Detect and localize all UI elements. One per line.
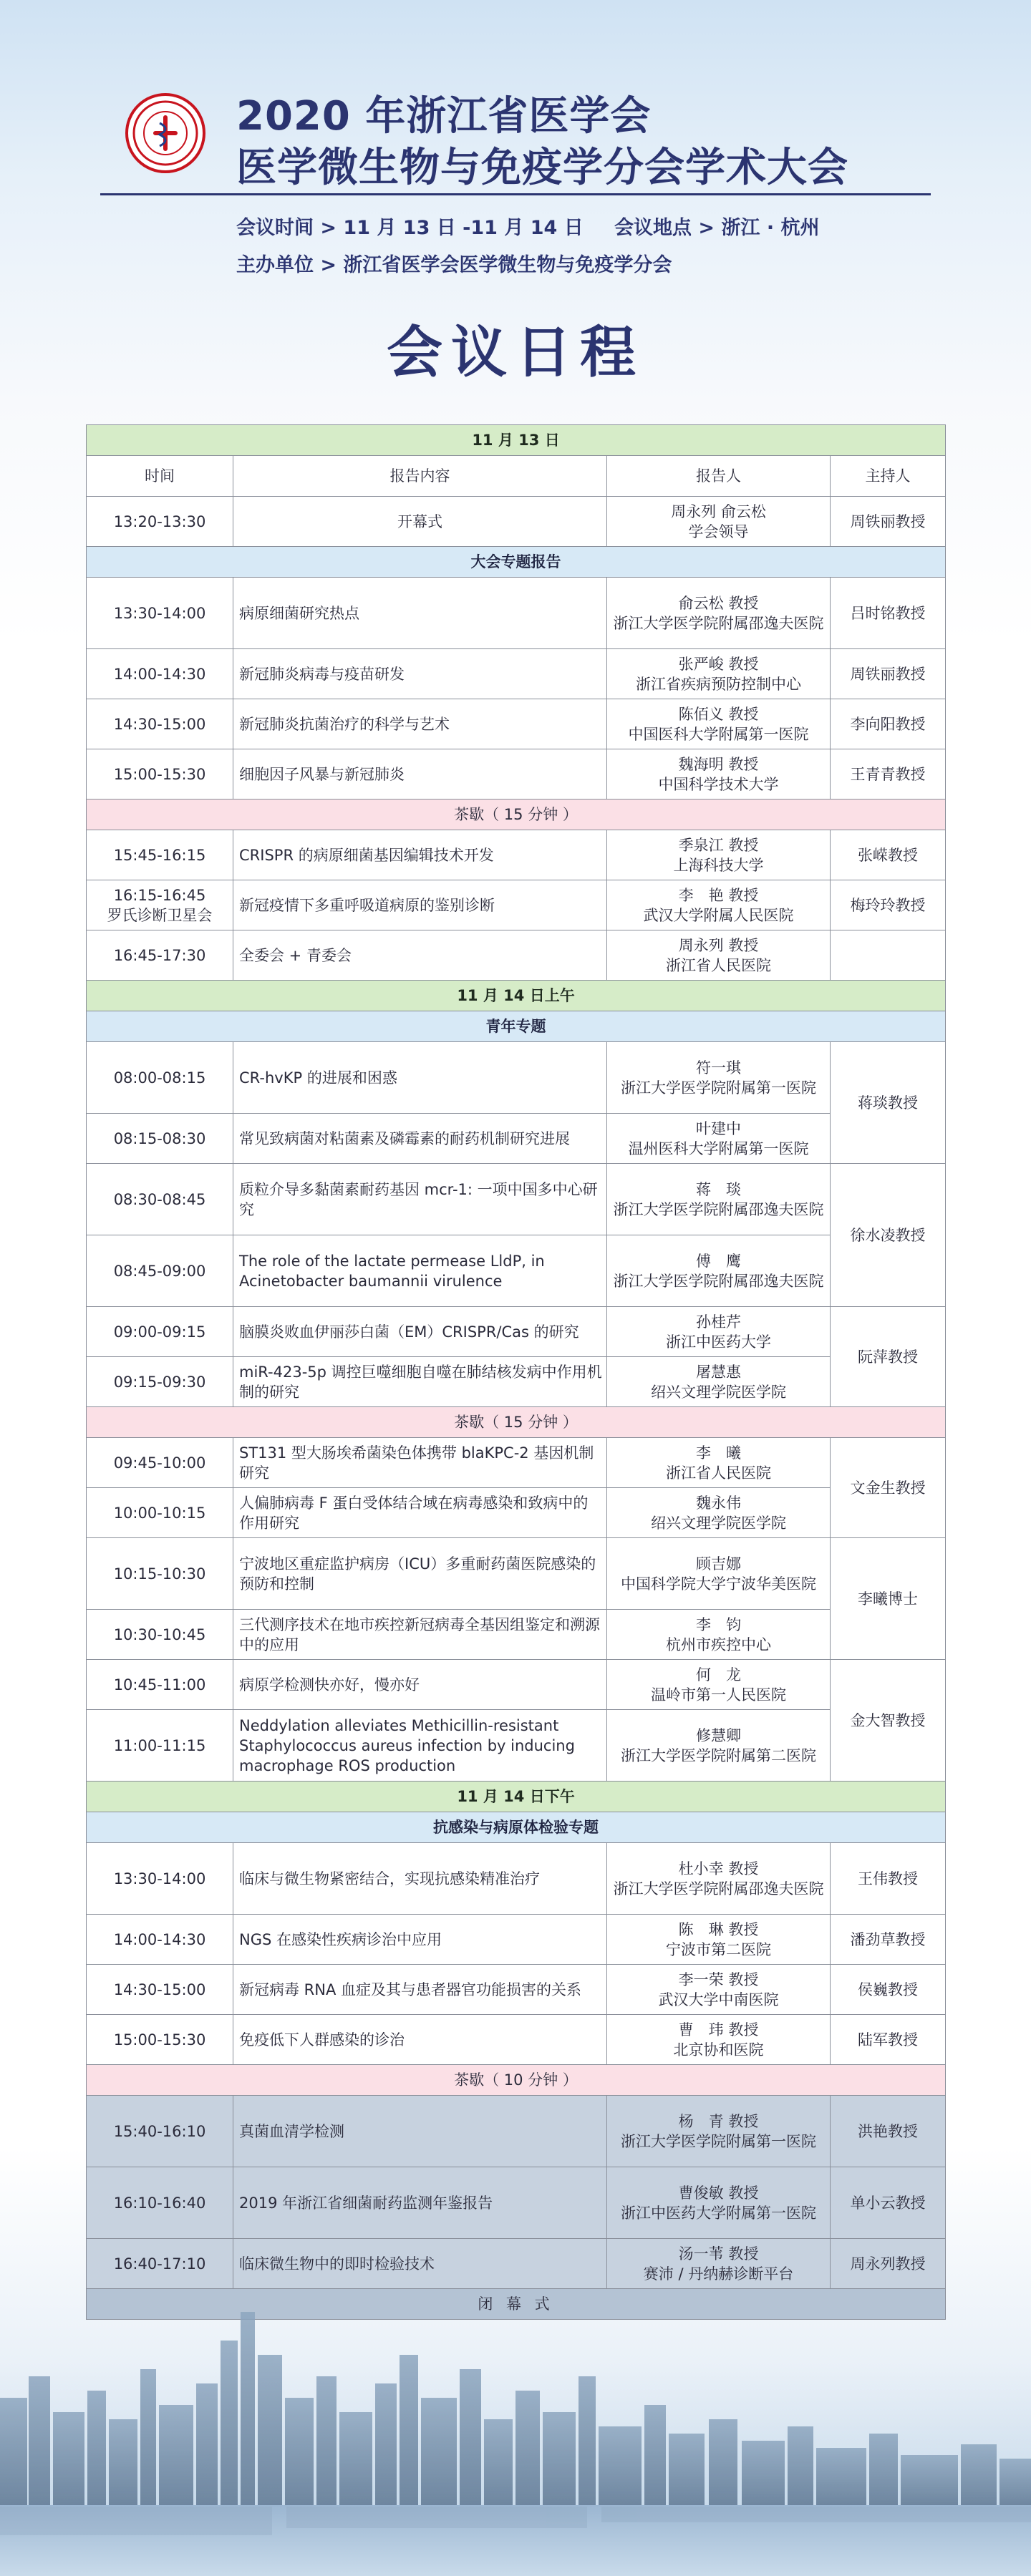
- break-row: [87, 1407, 946, 1438]
- column-header-topic: 报告内容: [233, 456, 607, 497]
- break-label: 茶歇（ 15 分钟 ）: [87, 799, 946, 830]
- session-time: [87, 2096, 233, 2167]
- speaker-name: 魏永伟: [696, 1494, 741, 1512]
- session-speaker: [607, 1915, 831, 1965]
- session-time: [87, 1114, 233, 1164]
- session-topic: 新冠病毒 RNA 血症及其与患者器官功能损害的关系: [233, 1965, 607, 2015]
- session-topic: 脑膜炎败血伊丽莎白菌（EM）CRISPR/Cas 的研究: [233, 1307, 607, 1357]
- speaker-name: 顾吉娜: [696, 1555, 741, 1573]
- table-row: [87, 1660, 946, 1710]
- table-row: [87, 2015, 946, 2065]
- meeting-place: 会议地点 > 浙江 · 杭州: [614, 217, 820, 239]
- speaker-affiliation: 浙江大学医学院附属第一医院: [621, 2132, 816, 2150]
- session-host: 张嵘教授: [831, 830, 946, 880]
- session-host: 蒋琰教授: [831, 1042, 946, 1164]
- speaker-affiliation: 浙江中医药大学附属第一医院: [621, 2204, 816, 2222]
- session-time: [87, 1610, 233, 1660]
- speaker-affiliation: 绍兴文理学院医学院: [651, 1514, 786, 1532]
- session-host: 单小云教授: [831, 2167, 946, 2239]
- session-time-text: 16:45-17:30: [113, 946, 206, 964]
- session-time-text: 14:30-15:00: [113, 715, 206, 733]
- session-time-text: 10:30-10:45: [113, 1625, 206, 1643]
- session-topic: miR-423-5p 调控巨噬细胞自噬在肺结核发病中作用机制的研究: [233, 1357, 607, 1407]
- session-host: 李曦博士: [831, 1538, 946, 1660]
- session-topic: 全委会 + 青委会: [233, 930, 607, 981]
- section-label: 大会专题报告: [87, 547, 946, 578]
- session-speaker: [607, 2239, 831, 2289]
- speaker-affiliation: 浙江中医药大学: [666, 1333, 771, 1351]
- speaker-name: 屠慧惠: [696, 1363, 741, 1381]
- speaker-affiliation: 宁波市第二医院: [666, 1940, 771, 1958]
- table-row: [87, 649, 946, 699]
- break-row: [87, 799, 946, 830]
- title-divider: [100, 193, 931, 195]
- session-time: [87, 699, 233, 749]
- title-line-1: 2020 年浙江省医学会: [236, 93, 652, 140]
- session-host: 周铁丽教授: [831, 497, 946, 547]
- session-host: 阮萍教授: [831, 1307, 946, 1407]
- break-label: 茶歇（ 10 分钟 ）: [87, 2065, 946, 2096]
- speaker-affiliation: 浙江省人民医院: [666, 956, 771, 974]
- session-time-text: 15:00-15:30: [113, 765, 206, 783]
- session-time: [87, 2239, 233, 2289]
- session-topic: 病原细菌研究热点: [233, 578, 607, 649]
- meeting-time: 会议时间 > 11 月 13 日 -11 月 14 日: [236, 217, 584, 239]
- session-time-text: 16:15-16:45: [113, 886, 206, 904]
- speaker-name: 傅 鹰: [696, 1252, 741, 1270]
- session-host: 陆军教授: [831, 2015, 946, 2065]
- session-speaker: [607, 699, 831, 749]
- day-row: [87, 425, 946, 456]
- session-speaker: [607, 1235, 831, 1307]
- table-row: [87, 497, 946, 547]
- session-time: [87, 497, 233, 547]
- speaker-name: 杜小幸 教授: [678, 1860, 759, 1877]
- session-topic: 新冠疫情下多重呼吸道病原的鉴别诊断: [233, 880, 607, 930]
- session-time-text: 13:30-14:00: [113, 604, 206, 622]
- session-time: [87, 1235, 233, 1307]
- session-speaker: [607, 880, 831, 930]
- session-host: 李向阳教授: [831, 699, 946, 749]
- session-time-text: 14:00-14:30: [113, 1930, 206, 1948]
- session-time: [87, 1042, 233, 1114]
- session-time: [87, 880, 233, 930]
- speaker-name: 修慧卿: [696, 1726, 741, 1744]
- session-topic: CR-hvKP 的进展和困惑: [233, 1042, 607, 1114]
- session-speaker: [607, 1114, 831, 1164]
- speaker-affiliation: 北京协和医院: [673, 2041, 764, 2059]
- session-host: 周永列教授: [831, 2239, 946, 2289]
- session-speaker: [607, 930, 831, 981]
- speaker-affiliation: 赛沛 / 丹纳赫诊断平台: [643, 2265, 794, 2283]
- speaker-affiliation: 中国医科大学附属第一医院: [628, 725, 809, 743]
- table-row: [87, 1042, 946, 1114]
- session-time: [87, 1538, 233, 1610]
- session-time-text: 10:00-10:15: [113, 1504, 206, 1522]
- session-topic: Neddylation alleviates Methicillin-resistant Staphylococcus aureus infection by inducing macrophage ROS production: [233, 1710, 607, 1782]
- session-host: 侯巍教授: [831, 1965, 946, 2015]
- session-time-text: 14:00-14:30: [113, 665, 206, 683]
- break-label: 茶歇（ 15 分钟 ）: [87, 1407, 946, 1438]
- speaker-name: 李 钧: [696, 1615, 741, 1633]
- table-row: [87, 699, 946, 749]
- society-logo: [125, 93, 205, 173]
- speaker-affiliation: 温岭市第一人民医院: [651, 1686, 786, 1703]
- speaker-affiliation: 浙江大学医学院附属邵逸夫医院: [613, 1272, 824, 1290]
- speaker-affiliation: 绍兴文理学院医学院: [651, 1383, 786, 1401]
- speaker-name: 蒋 琰: [696, 1180, 741, 1198]
- day-label: 11 月 13 日: [87, 425, 946, 456]
- table-row: [87, 1488, 946, 1538]
- table-row: [87, 930, 946, 981]
- speaker-name: 孙桂芹: [696, 1313, 741, 1331]
- session-topic: 人偏肺病毒 F 蛋白受体结合域在病毒感染和致病中的作用研究: [233, 1488, 607, 1538]
- day-label: 11 月 14 日上午: [87, 981, 946, 1011]
- day-row: [87, 981, 946, 1011]
- session-time-text: 08:45-09:00: [113, 1262, 206, 1280]
- session-time-text: 10:15-10:30: [113, 1565, 206, 1583]
- table-row: [87, 880, 946, 930]
- speaker-name: 魏海明 教授: [678, 755, 759, 773]
- session-host: 潘劲草教授: [831, 1915, 946, 1965]
- section-row: [87, 1812, 946, 1843]
- session-time: [87, 2015, 233, 2065]
- speaker-affiliation: 中国科学院大学宁波华美医院: [621, 1575, 816, 1593]
- session-time: [87, 930, 233, 981]
- session-speaker: [607, 1710, 831, 1782]
- session-speaker: [607, 1843, 831, 1915]
- speaker-affiliation: 中国科学技术大学: [658, 775, 779, 793]
- table-row: [87, 2167, 946, 2239]
- session-topic: 2019 年浙江省细菌耐药监测年鉴报告: [233, 2167, 607, 2239]
- session-topic: 质粒介导多黏菌素耐药基因 mcr-1: 一项中国多中心研究: [233, 1164, 607, 1235]
- session-time: [87, 1307, 233, 1357]
- meeting-host: 主办单位 > 浙江省医学会医学微生物与免疫学分会: [236, 254, 672, 276]
- table-row: [87, 1915, 946, 1965]
- speaker-name: 周永列 俞云松: [671, 502, 766, 520]
- session-speaker: [607, 1164, 831, 1235]
- session-time: [87, 1915, 233, 1965]
- session-host: [831, 930, 946, 981]
- session-speaker: [607, 1965, 831, 2015]
- session-speaker: [607, 2167, 831, 2239]
- session-speaker: [607, 1357, 831, 1407]
- session-topic: 新冠肺炎抗菌治疗的科学与艺术: [233, 699, 607, 749]
- day-row: [87, 1782, 946, 1812]
- speaker-name: 季泉江 教授: [678, 836, 759, 854]
- session-speaker: [607, 1438, 831, 1488]
- session-time-text: 15:40-16:10: [113, 2122, 206, 2140]
- session-topic: 临床与微生物紧密结合，实现抗感染精准治疗: [233, 1843, 607, 1915]
- table-row: [87, 2096, 946, 2167]
- session-sponsor-text: 罗氏诊断卫星会: [107, 906, 213, 924]
- speaker-name: 杨 青 教授: [678, 2112, 759, 2130]
- column-header-row: [87, 456, 946, 497]
- table-row: [87, 1164, 946, 1235]
- speaker-affiliation: 浙江大学医学院附属邵逸夫医院: [613, 614, 824, 632]
- session-speaker: [607, 1042, 831, 1114]
- break-row: [87, 2065, 946, 2096]
- table-row: [87, 1965, 946, 2015]
- table-row: [87, 1710, 946, 1782]
- session-host: 徐水凌教授: [831, 1164, 946, 1307]
- session-time: [87, 2167, 233, 2239]
- session-host: 金大智教授: [831, 1660, 946, 1782]
- section-row: [87, 1011, 946, 1042]
- speaker-affiliation: 温州医科大学附属第一医院: [628, 1139, 809, 1157]
- session-time-text: 13:30-14:00: [113, 1870, 206, 1887]
- section-row: [87, 547, 946, 578]
- column-header-speaker: 报告人: [607, 456, 831, 497]
- session-time-text: 08:30-08:45: [113, 1190, 206, 1208]
- session-time: [87, 1488, 233, 1538]
- session-time: [87, 1438, 233, 1488]
- session-host: 吕时铭教授: [831, 578, 946, 649]
- speaker-affiliation: 武汉大学附属人民医院: [643, 906, 794, 924]
- session-speaker: [607, 1660, 831, 1710]
- section-label: 青年专题: [87, 1011, 946, 1042]
- session-topic: 免疫低下人群感染的诊治: [233, 2015, 607, 2065]
- table-row: [87, 749, 946, 799]
- session-speaker: [607, 1307, 831, 1357]
- session-topic: The role of the lactate permease LldP, in Acinetobacter baumannii virulence: [233, 1235, 607, 1307]
- speaker-name: 何 龙: [696, 1666, 741, 1683]
- table-row: [87, 1114, 946, 1164]
- session-topic: 临床微生物中的即时检验技术: [233, 2239, 607, 2289]
- session-topic: NGS 在感染性疾病诊治中应用: [233, 1915, 607, 1965]
- society-logo-icon: [130, 97, 201, 169]
- speaker-name: 陈 琳 教授: [678, 1920, 759, 1938]
- speaker-affiliation: 浙江省人民医院: [666, 1464, 771, 1482]
- speaker-affiliation: 武汉大学中南医院: [658, 1991, 779, 2008]
- session-host: 周铁丽教授: [831, 649, 946, 699]
- session-time-text: 11:00-11:15: [113, 1736, 206, 1754]
- speaker-affiliation: 上海科技大学: [673, 856, 764, 874]
- session-time-text: 15:45-16:15: [113, 846, 206, 864]
- session-time: [87, 649, 233, 699]
- table-row: [87, 1307, 946, 1357]
- session-time-text: 14:30-15:00: [113, 1980, 206, 1998]
- session-host: 梅玲玲教授: [831, 880, 946, 930]
- session-time-text: 09:00-09:15: [113, 1323, 206, 1341]
- table-row: [87, 1610, 946, 1660]
- session-speaker: [607, 749, 831, 799]
- session-topic: 真菌血清学检测: [233, 2096, 607, 2167]
- city-skyline-illustration: [0, 2312, 1031, 2576]
- session-topic: ST131 型大肠埃希菌染色体携带 blaKPC-2 基因机制研究: [233, 1438, 607, 1488]
- speaker-name: 陈佰义 教授: [678, 705, 759, 723]
- session-topic: 新冠肺炎病毒与疫苗研发: [233, 649, 607, 699]
- session-time: [87, 1357, 233, 1407]
- column-header-time: 时间: [87, 456, 233, 497]
- session-speaker: [607, 830, 831, 880]
- speaker-name: 曹 玮 教授: [678, 2021, 759, 2038]
- section-label: 抗感染与病原体检验专题: [87, 1812, 946, 1843]
- session-host: 王伟教授: [831, 1843, 946, 1915]
- table-row: [87, 1235, 946, 1307]
- session-time: [87, 830, 233, 880]
- table-row: [87, 1438, 946, 1488]
- table-row: [87, 578, 946, 649]
- table-row: [87, 2239, 946, 2289]
- session-time-text: 08:15-08:30: [113, 1129, 206, 1147]
- speaker-name: 叶建中: [696, 1119, 741, 1137]
- session-time: [87, 1965, 233, 2015]
- speaker-name: 李 艳 教授: [678, 886, 759, 904]
- table-row: [87, 1843, 946, 1915]
- speaker-name: 李一荣 教授: [678, 1970, 759, 1988]
- session-time: [87, 1164, 233, 1235]
- session-host: 王青青教授: [831, 749, 946, 799]
- schedule-table: [86, 424, 946, 2320]
- session-time: [87, 1710, 233, 1782]
- session-speaker: [607, 578, 831, 649]
- speaker-affiliation: 浙江大学医学院附属邵逸夫医院: [613, 1880, 824, 1897]
- session-speaker: [607, 1610, 831, 1660]
- session-time-text: 09:15-09:30: [113, 1373, 206, 1391]
- speaker-affiliation: 浙江大学医学院附属第二医院: [621, 1746, 816, 1764]
- session-speaker: [607, 497, 831, 547]
- session-topic: CRISPR 的病原细菌基因编辑技术开发: [233, 830, 607, 880]
- session-time-text: 09:45-10:00: [113, 1454, 206, 1472]
- title-line-2: 医学微生物与免疫学分会学术大会: [236, 145, 848, 191]
- session-topic: 三代测序技术在地市疾控新冠病毒全基因组鉴定和溯源中的应用: [233, 1610, 607, 1660]
- session-topic: 细胞因子风暴与新冠肺炎: [233, 749, 607, 799]
- table-row: [87, 1538, 946, 1610]
- session-speaker: [607, 2096, 831, 2167]
- session-time-text: 10:45-11:00: [113, 1676, 206, 1693]
- session-speaker: [607, 649, 831, 699]
- speaker-name: 曹俊敏 教授: [678, 2184, 759, 2202]
- table-row: [87, 1357, 946, 1407]
- session-time: [87, 749, 233, 799]
- speaker-affiliation: 浙江大学医学院附属第一医院: [621, 1079, 816, 1097]
- session-time-text: 13:20-13:30: [113, 512, 206, 530]
- speaker-name: 张严峻 教授: [678, 655, 759, 673]
- speaker-affiliation: 浙江大学医学院附属邵逸夫医院: [613, 1200, 824, 1218]
- speaker-name: 汤一苇 教授: [678, 2245, 759, 2262]
- day-label: 11 月 14 日下午: [87, 1782, 946, 1812]
- session-topic: 宁波地区重症监护病房（ICU）多重耐药菌医院感染的预防和控制: [233, 1538, 607, 1610]
- speaker-name: 周永列 教授: [678, 936, 759, 954]
- session-time: [87, 578, 233, 649]
- session-time: [87, 1660, 233, 1710]
- session-topic: 病原学检测快亦好，慢亦好: [233, 1660, 607, 1710]
- speaker-affiliation: 杭州市疾控中心: [666, 1635, 771, 1653]
- speaker-name: 俞云松 教授: [678, 594, 759, 612]
- schedule-heading: 会议日程: [386, 321, 644, 385]
- session-speaker: [607, 1538, 831, 1610]
- session-time-text: 16:10-16:40: [113, 2194, 206, 2212]
- session-host: 文金生教授: [831, 1438, 946, 1538]
- session-time-text: 08:00-08:15: [113, 1069, 206, 1087]
- table-row: [87, 830, 946, 880]
- session-time-text: 16:40-17:10: [113, 2255, 206, 2273]
- speaker-affiliation: 学会领导: [688, 523, 749, 540]
- session-time: [87, 1843, 233, 1915]
- session-speaker: [607, 1488, 831, 1538]
- closing-label: 闭 幕 式: [87, 2289, 946, 2320]
- session-time-text: 15:00-15:30: [113, 2031, 206, 2048]
- column-header-host: 主持人: [831, 456, 946, 497]
- session-topic: 开幕式: [233, 497, 607, 547]
- speaker-affiliation: 浙江省疾病预防控制中心: [636, 675, 801, 693]
- session-host: 洪艳教授: [831, 2096, 946, 2167]
- session-topic: 常见致病菌对粘菌素及磷霉素的耐药机制研究进展: [233, 1114, 607, 1164]
- session-speaker: [607, 2015, 831, 2065]
- speaker-name: 符一琪: [696, 1059, 741, 1076]
- speaker-name: 李 曦: [696, 1444, 741, 1462]
